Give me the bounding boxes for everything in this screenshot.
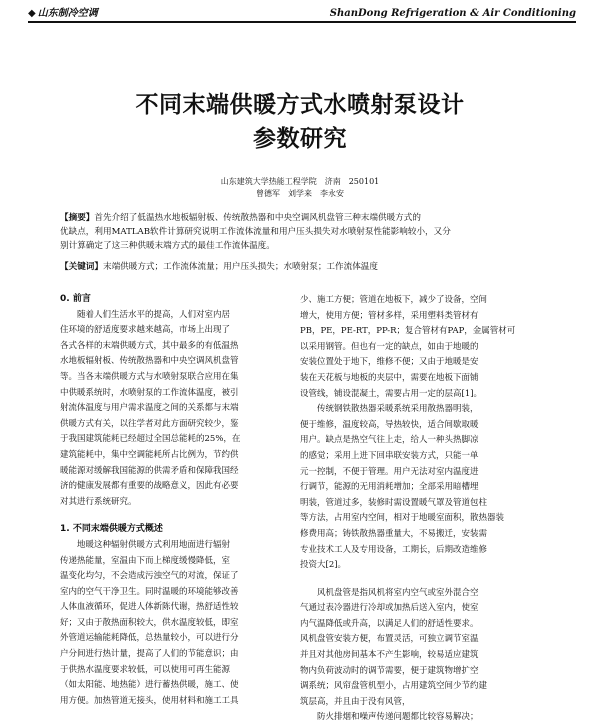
body-line: 传递热能量，室温由下而上梯度缓慢降低，室 (60, 555, 231, 566)
body-line: 专业技术工人及专用设备，工期长，后期改造维修 (300, 544, 488, 555)
body-line: 行调节，能源的无用消耗增加；全部采用暗槽埋 (300, 482, 479, 493)
body-line: 室内的空气干净卫生。同时温暖的环境能够改善 (60, 586, 239, 597)
body-line: 传统钢铁散热器采暖系统采用散热器明装， (317, 404, 479, 415)
body-line: 增大，使用方便；管材多样，采用塑料类管材有 (300, 310, 479, 321)
body-line: 暖能源对缓解我国能源的供需矛盾和保障我国经 (60, 465, 239, 476)
journal-name-left (28, 8, 98, 20)
keywords (60, 260, 544, 274)
authors: 曾德军 刘学来 李永安 (256, 189, 344, 198)
abstract-line: 优缺点，利用MATLAB软件计算研究说明工作流体流量和用户压头损失对水喷射泵性能影响较小，又分 (60, 227, 451, 237)
paper-title (60, 88, 540, 156)
journal-name-chinese: 山东制冷空调 (37, 8, 98, 19)
section-heading-1: 1. 不同末端供暖方式概述 (60, 524, 163, 535)
journal-name-english: ShanDong Refrigeration & Air Conditioning (329, 8, 576, 19)
body-line: 装在天花板与地板的夹层中，需要在地板下面铺 (300, 372, 479, 383)
body-line: 于我国建筑能耗已经超过全国总能耗的25%，在 (60, 434, 241, 445)
body-line: 水地板辐射板、传统散热器和中央空调风机盘管 (60, 356, 239, 367)
body-line: （如太阳能、地热能）进行蓄热供暖，施工、使 (60, 680, 239, 691)
body-line: 对其进行系统研究。 (60, 496, 137, 507)
body-line: 风机盘管安装方便，布置灵活，可独立调节室温 (300, 634, 479, 645)
body-line: 气通过表冷器进行冷却或加热后送入室内，使室 (300, 603, 479, 614)
abstract (60, 211, 544, 253)
diamond-icon: ◆ (28, 8, 36, 19)
affiliation: 山东建筑大学热能工程学院 济南 250101 (220, 177, 380, 186)
body-line: 于供热水温度要求较低，可以使用可再生能源 (60, 664, 231, 675)
body-line: 明装，管道过多，装修时需设置暖气罩及管道包柱 (300, 497, 488, 508)
section-heading-intro: 0. 前言 (60, 294, 91, 304)
body-line: 用户。缺点是热空气往上走，给人一种头热脚凉 (300, 435, 479, 446)
right-column (300, 293, 546, 726)
body-line: 的感觉；采用上进下回串联安装方式，只能一单 (300, 450, 479, 461)
running-header (28, 6, 576, 20)
body-line: 温变化均匀，不会造成污浊空气的对流，保证了 (60, 571, 239, 582)
keywords-text: 末端供暖方式；工作流体流量；用户压头损失；水喷射泵；工作流体温度 (102, 262, 378, 272)
body-line: 筑层高，并且由于没有风管， (300, 696, 411, 707)
body-line: 射流体温度与用户需求温度之间的关系都与末端 (60, 403, 239, 414)
body-line: 少、施工方便；管道在地板下，减少了设备，空间 (300, 295, 488, 305)
body-line: 投资大[2]。 (300, 560, 347, 571)
spacer (60, 510, 306, 522)
header-rule (28, 21, 576, 23)
body-line: 元一控制，不便于管理。用户无法对室内温度进 (300, 466, 479, 477)
body-line: 物内负荷波动时的调节需要，便于建筑物增扩空 (300, 665, 479, 676)
body-line: 地暖这种辐射供暖方式利用地面进行辐射 (77, 539, 231, 550)
body-line: 用方便。加热管道无接头，使用材料和施工工具 (60, 695, 239, 706)
body-line: 调系统；风帘盘管机型小，占用建筑空间少节约建 (300, 681, 488, 692)
abstract-line: 别计算确定了这三种供暖末端方式的最佳工作流体温度。 (60, 241, 275, 251)
abstract-line (60, 211, 544, 225)
body-line: 外管道运输能耗降低，总热量较小，可以进行分 (60, 633, 239, 644)
body-line: 建筑能耗中，集中空调能耗所占比例为，节约供 (60, 449, 239, 460)
abstract-text: 首先介绍了低温热水地板辐射板、传统散热器和中央空调风机盘管三种末端供暖方式的 (94, 213, 421, 223)
body-line: 防火排烟和噪声传递问题都比较容易解决； (317, 712, 479, 723)
title-line-1: 不同末端供暖方式水喷射泵设计 (135, 92, 465, 118)
body-line: PB，PE，PE-RT，PP-R；复合管材有PAP，金属管材可 (300, 326, 516, 337)
body-line: 设管线，铺设混凝土，需要占用一定的层高[1]。 (300, 388, 483, 399)
body-line: 以采用钢管。但也有一定的缺点，如由于地暖的 (300, 341, 479, 352)
spacer (300, 574, 546, 586)
body-line: 随着人们生活水平的提高，人们对室内居 (77, 309, 231, 320)
body-line: 安装位置处于地下，维修不便；又由于地暖是安 (300, 357, 479, 368)
body-line: 各式各样的末端供暖方式，其中最多的有低温热 (60, 340, 239, 351)
body-line: 并且对其他房间基本不产生影响，较易适应建筑 (300, 650, 479, 661)
abstract-label: 【摘要】 (60, 213, 95, 223)
body-line: 便于维修，温度较高，导热较快，适合间歇取暖 (300, 419, 479, 430)
body-line: 修费用高；铸铁散热器重量大，不易搬迁，安装需 (300, 528, 488, 539)
body-line: 人体血液循环，促进人体新陈代谢，热舒适性较 (60, 602, 239, 613)
body-line: 济的健康发展都有重要的战略意义，因此有必要 (60, 481, 239, 492)
body-line: 中供暖系统时，水喷射泵的工作流体温度，被引 (60, 387, 239, 398)
body-line: 内气温降低或升高，以满足人们的舒适性要求。 (300, 618, 479, 629)
body-line: 好；又由于散热面积较大，供水温度较低，即室 (60, 617, 239, 628)
body-line: 住环境的舒适度要求越来越高，市场上出现了 (60, 325, 231, 336)
body-line: 户分间进行热计量，提高了人们的节能意识；由 (60, 649, 239, 660)
body-line: 等方法，占用室内空间，相对于地暖室面积，散热器装 (300, 513, 505, 524)
keywords-label: 【关键词】 (60, 262, 103, 272)
body-line: 供暖方式有关，以往学者对此方面研究较少，鉴 (60, 418, 239, 429)
left-column (60, 292, 306, 709)
title-line-2: 参数研究 (253, 126, 347, 152)
body-line: 等。当各末端供暖方式与水喷射泵联合应用在集 (60, 371, 239, 382)
body-line: 风机盘管是指风机将室内空气或室外混合空 (317, 587, 479, 598)
